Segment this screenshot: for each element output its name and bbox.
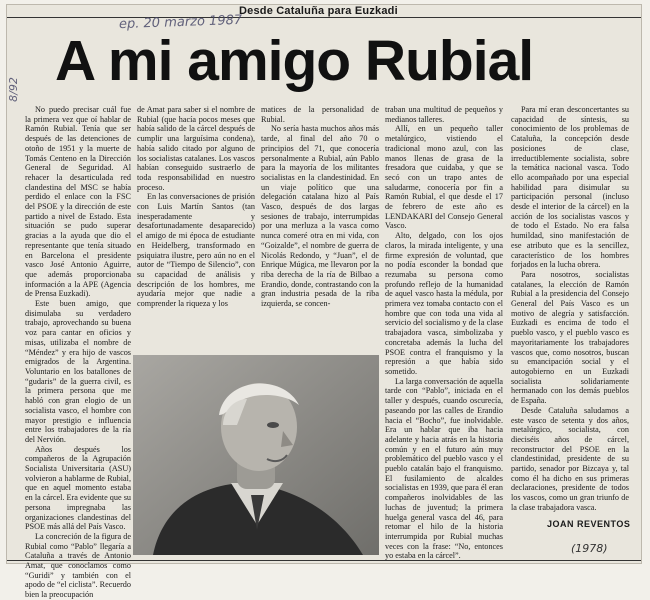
bottom-rule — [7, 560, 641, 561]
paragraph: Desde Cataluña saludamos a este vasco de setenta y dos años, metalúrgico, socialista, con dieciséis años de cárcel, reconstructor del PSOE en la clandestinidad, presidente de su partido, senador por Bizcaya y, tal como él ha dicho en sus primeras declaraciones, presidente de todos los vascos, como un gran triunfo de la clase trabajadora vasca. — [511, 405, 629, 512]
paragraph: La larga conversación de aquella tarde con “Pablo”, iniciada en el taller y después, cuando oscurecía, paseando por las calles de Erandio hacia el “Bocho”, fue inolvidable. Era un hablar que iba hacia adelante y hacia atrás en la historia común y en el futuro aún muy problemático del pueblo vasco y el pueblo catalán bajo el franquismo. El fusilamiento de alcaldes socialistas en 1939, que para él eran compañeros inolvidables de las luchas de juventud; la primera huelga general vasca del 46, para retomar el hilo de la historia interrumpida por Rubial muchas veces con la frase: “No, entonces yo estaba en la cárcel”. — [385, 376, 503, 561]
handwritten-margin-note-left: 8/92 — [6, 77, 20, 102]
article-column-3 — [261, 105, 379, 309]
portrait-photo-graphic — [133, 355, 379, 555]
paragraph: No sería hasta muchos años más tarde, al final del año 70 o principios del 71, que conocería personalmente a Rubial, aún Pablo para la mayoría de los militantes socialistas en la clandestinidad. En un viaje político que una delegación catalana hizo al País Vasco, después de dos largas sesiones de trabajo, interrumpidas por una merluza a la vasca como nunca comeré otra en mi vida, con “Goizalde”, el nombre de guerra de Nicolás Redondo, y “Juan”, el de Enrique Múgica, me llevaron por la riba derecha de la ría de Bilbao a Erandio, donde, contrastando con la gran industria pesada de la riba izquierda, se concen- — [261, 124, 379, 309]
paragraph: traban una multitud de pequeños y medianos talleres. — [385, 105, 503, 124]
paragraph: Para nosotros, socialistas catalanes, la elección de Ramón Rubial a la presidencia del Consejo General del País Vasco es un motivo de alegría y satisfacción. Euzkadi es encima de todo el pueblo vasco, y el pueblo vasco es mayoritariamente los trabajadores vascos que, como nosotros, buscan su emancipación social y el autogobierno en un Euzkadi socialista solidariamente hermanado con los demás pueblos de España. — [511, 269, 629, 406]
article-column-2 — [137, 105, 255, 309]
paragraph: No puedo precisar cuál fue la primera vez que oí hablar de Ramón Rubial. Tenía que ser después de las detenciones de otoño de 1951 y la muerte de Tomás Centeno en la Dirección General de Seguridad. Al rehacer la desarticulada red clandestina del MSC se había perdido el enlace con la FSC del PSOE y la dirección de este partido a nivel de Estado. Esta situación se pudo superar gracias a la ayuda que dio el representante que tenía situado en Barcelona el presidente vasco José Antonio Aguirre, que además proporcionaba información a la APE (Agencia de Prensa Euzkadi). — [25, 105, 131, 299]
article-column-4 — [385, 105, 503, 561]
paragraph: Allí, en un pequeño taller metalúrgico, vistiendo el tradicional mono azul, con las manos llenas de grasa de la fresadora que cuidaba, y que se secó con un trapo antes de saludarme, conocería por fin a Ramón Rubial, el que desde el 17 de febrero de este año es LENDAKARI del Consejo General Vasco. — [385, 124, 503, 231]
newspaper-clipping — [6, 4, 642, 600]
section-rule — [7, 17, 641, 18]
paragraph: En las conversaciones de prisión con Luis Martín Santos (tan inesperadamente y desafortunadamente desaparecido) el amigo de mi época de estudiante en Heidelberg, transformado en psiquiatra ilustre, pero aún no en el autor de “Tiempo de Silencio”, con su capacidad de análisis y descripción de los hombres, me ayudaría mejor que nadie a comprender la riqueza y los — [137, 192, 255, 309]
paragraph: de Amat para saber si el nombre de Rubial (que hacía pocos meses que había salido de la cárcel después de cumplir una larguísima condena), había salido citado por alguno de los socialistas catalanes. Los vascos habían conseguido sustraerlo de toda responsabilidad en nuestro proceso. — [137, 105, 255, 192]
article-column-5 — [511, 105, 629, 513]
handwritten-date-note: ep. 20 marzo 1987 — [118, 12, 243, 33]
portrait-photo — [133, 355, 379, 555]
paragraph: Para mí eran desconcertantes su capacidad de síntesis, su conocimiento de los problemas de Cataluña, la concepción desde posiciones de clase, irreductiblemente socialista, sobre la temática nacional vasca. Todo ello acompañado por una especial habilidad para disimular su participación personal (incluso desde el interior de la cárcel) en la acción de los socialistas vascos y de todo el Estado. No era falsa humildad, sino manifestación de ese atributo que es la sencillez, característico de los hombres forjados en la lucha obrera. — [511, 105, 629, 270]
headline: A mi amigo Rubial — [55, 29, 534, 93]
section-heading: Desde Cataluña para Euzkadi — [239, 5, 398, 17]
paragraph: Este buen amigo, que disimulaba su verdadero trabajo, aprovechando su buena voz para cantar en oficios y misas, utilizaba el nombre de “Méndez” y era hijo de vascos emigrados de la Argentina. Voluntario en los batallones de “gudaris” de la guerra civil, es la primera persona que me habló con gran elogio de un socialista vasco, el hombre con mayor prestigio e influencia entre los trabajadores de la ría del Nervión. — [25, 299, 131, 444]
paragraph: matices de la personalidad de Rubial. — [261, 105, 379, 124]
paragraph: Años después los compañeros de la Agrupación Socialista Universitaria (ASU) volvieron a hablarme de Rubial, que en aquel momento estaba en la cárcel. Era evidente que su persona impregnaba las organizaciones clandestinas del PSOE más allá del País Vasco. — [25, 444, 131, 532]
paragraph: La concreción de la figura de Rubial como “Pablo” llegaría a Cataluña a través de Antonio Amat, que conoclamos como “Guridi” y también con el apodo de “el ciclista”. Recuerdo bien la preocupación — [25, 531, 131, 600]
handwritten-year: (1978) — [571, 542, 608, 555]
article-column-1 — [25, 105, 131, 600]
paragraph: Alto, delgado, con los ojos claros, la mirada inteligente, y una firme expresión de voluntad, que no podía esconder la bondad que rezumaba su persona como profundo reflejo de la humanidad de aquel vasco hasta la médula, por primera vez tomaba contacto con el hombre que con toda una vida al servicio del socialismo y de la clase trabajadora vasca, simbolizaba y concretaba además la lucha del PSOE contra el franquismo y la represión a que había sido sometido. — [385, 231, 503, 376]
author-signature: JOAN REVENTOS — [547, 519, 631, 529]
